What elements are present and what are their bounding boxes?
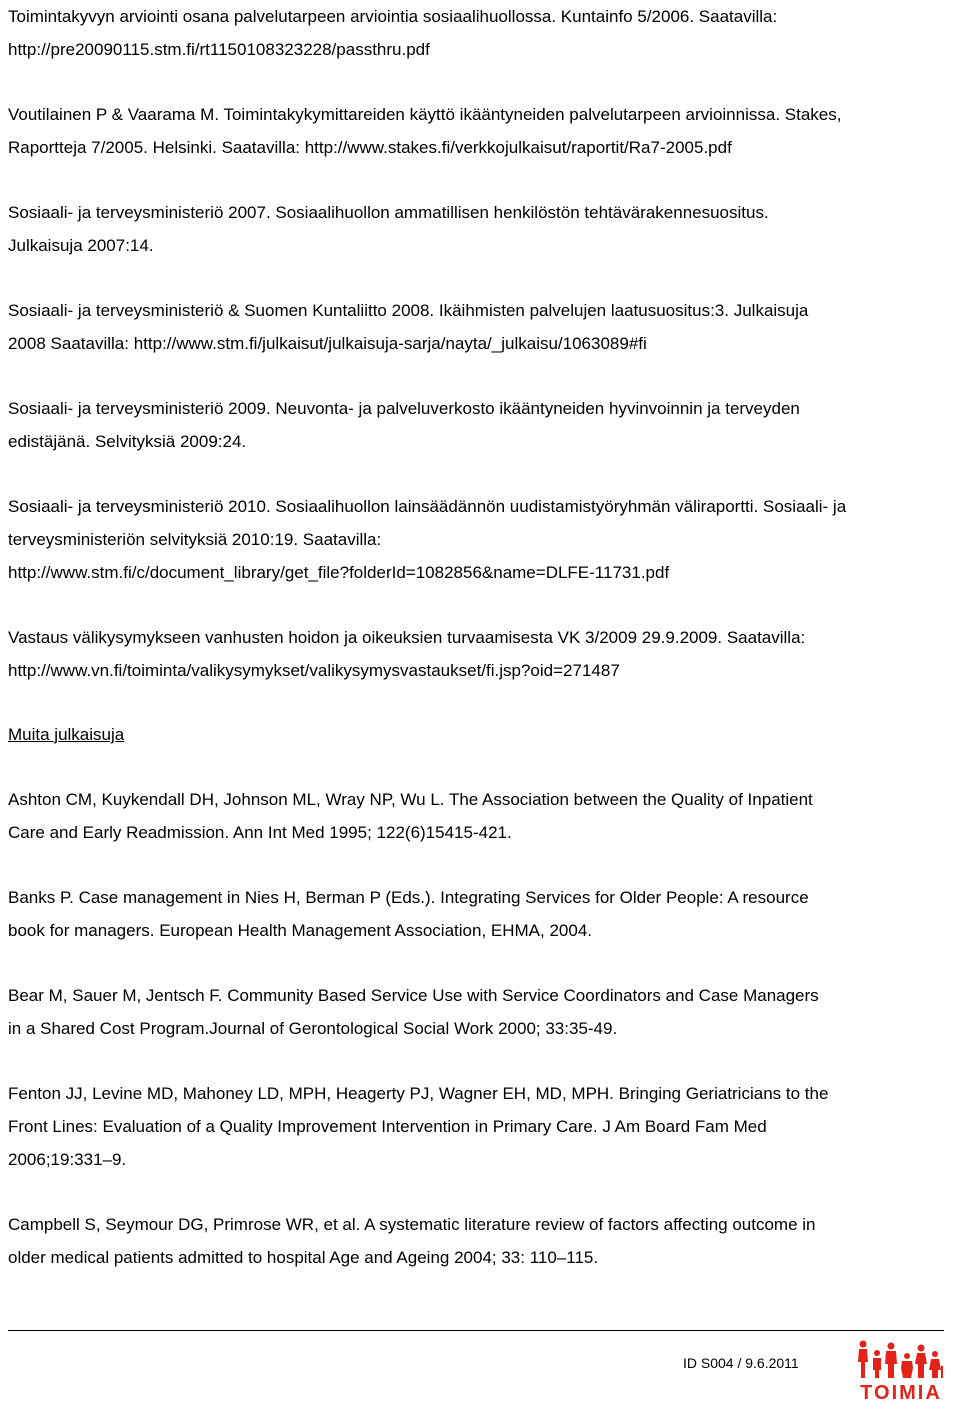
reference-line: Campbell S, Seymour DG, Primrose WR, et al. A systematic literature review of factors affecting outcome in	[8, 1215, 816, 1234]
reference-line: Toimintakyvyn arviointi osana palvelutarpeen arviointia sosiaalihuollossa. Kuntainfo 5/2006. Saatavilla:	[8, 7, 778, 26]
reference-line: 2008 Saatavilla: http://www.stm.fi/julkaisut/julkaisuja-sarja/nayta/_julkaisu/1063089#fi	[8, 334, 647, 353]
people-icon	[855, 1340, 947, 1382]
reference-item	[8, 490, 948, 589]
reference-line: older medical patients admitted to hospital Age and Ageing 2004; 33: 110–115.	[8, 1248, 599, 1267]
reference-line: http://www.vn.fi/toiminta/valikysymykset/valikysymysvastaukset/fi.jsp?oid=271487	[8, 661, 620, 680]
reference-item	[8, 783, 948, 849]
reference-line: http://pre20090115.stm.fi/rt1150108323228/passthru.pdf	[8, 40, 430, 59]
reference-line: Sosiaali- ja terveysministeriö 2010. Sosiaalihuollon lainsäädännön uudistamistyöryhmän väliraportti. Sosiaali- ja	[8, 497, 847, 516]
reference-line: Sosiaali- ja terveysministeriö 2007. Sosiaalihuollon ammatillisen henkilöstön tehtävärakennesuositus.	[8, 203, 769, 222]
references-top	[8, 0, 948, 687]
reference-line: terveysministeriön selvityksiä 2010:19. Saatavilla:	[8, 530, 382, 549]
reference-item	[8, 1077, 948, 1176]
reference-line: Care and Early Readmission. Ann Int Med 1995; 122(6)15415-421.	[8, 823, 512, 842]
reference-item	[8, 98, 948, 164]
reference-line: Sosiaali- ja terveysministeriö & Suomen Kuntaliitto 2008. Ikäihmisten palvelujen laatusuositus:3. Julkaisuja	[8, 301, 809, 320]
reference-list	[8, 0, 948, 1274]
reference-line: Raportteja 7/2005. Helsinki. Saatavilla: http://www.stakes.fi/verkkojulkaisut/raportit/Ra7-2005.pdf	[8, 138, 732, 157]
reference-line: Fenton JJ, Levine MD, Mahoney LD, MPH, Heagerty PJ, Wagner EH, MD, MPH. Bringing Geriatricians to the	[8, 1084, 829, 1103]
footer-divider	[8, 1330, 944, 1331]
reference-line: Vastaus välikysymykseen vanhusten hoidon ja oikeuksien turvaamisesta VK 3/2009 29.9.2009. Saatavilla:	[8, 628, 806, 647]
reference-line: in a Shared Cost Program.Journal of Gerontological Social Work 2000; 33:35-49.	[8, 1019, 618, 1038]
reference-line: Banks P. Case management in Nies H, Berman P (Eds.). Integrating Services for Older People: A resource	[8, 888, 809, 907]
toimia-logo	[855, 1340, 947, 1404]
reference-item	[8, 392, 948, 458]
reference-item	[8, 1208, 948, 1274]
reference-item	[8, 881, 948, 947]
reference-line: Sosiaali- ja terveysministeriö 2009. Neuvonta- ja palveluverkosto ikääntyneiden hyvinvoinnin ja terveyden	[8, 399, 800, 418]
reference-item	[8, 0, 948, 66]
reference-item	[8, 196, 948, 262]
reference-line: Ashton CM, Kuykendall DH, Johnson ML, Wray NP, Wu L. The Association between the Quality of Inpatient	[8, 790, 813, 809]
reference-item	[8, 294, 948, 360]
reference-line: edistäjänä. Selvityksiä 2009:24.	[8, 432, 247, 451]
reference-line: Julkaisuja 2007:14.	[8, 236, 154, 255]
reference-line: Voutilainen P & Vaarama M. Toimintakykymittareiden käyttö ikääntyneiden palvelutarpeen arvioinnissa. Stakes,	[8, 105, 842, 124]
reference-line: 2006;19:331–9.	[8, 1150, 127, 1169]
reference-line: Bear M, Sauer M, Jentsch F. Community Based Service Use with Service Coordinators and Case Managers	[8, 986, 819, 1005]
document-id: ID S004 / 9.6.2011	[683, 1355, 799, 1371]
reference-line: book for managers. European Health Management Association, EHMA, 2004.	[8, 921, 593, 940]
references-other	[8, 783, 948, 1274]
reference-item	[8, 979, 948, 1045]
reference-line: Front Lines: Evaluation of a Quality Improvement Intervention in Primary Care. J Am Board Fam Med	[8, 1117, 767, 1136]
reference-item	[8, 621, 948, 687]
section-heading-wrap	[8, 718, 948, 751]
logo-wordmark: TOIMIA	[860, 1382, 942, 1404]
reference-line: http://www.stm.fi/c/document_library/get_file?folderId=1082856&name=DLFE-11731.pdf	[8, 563, 670, 582]
section-heading: Muita julkaisuja	[8, 725, 125, 744]
